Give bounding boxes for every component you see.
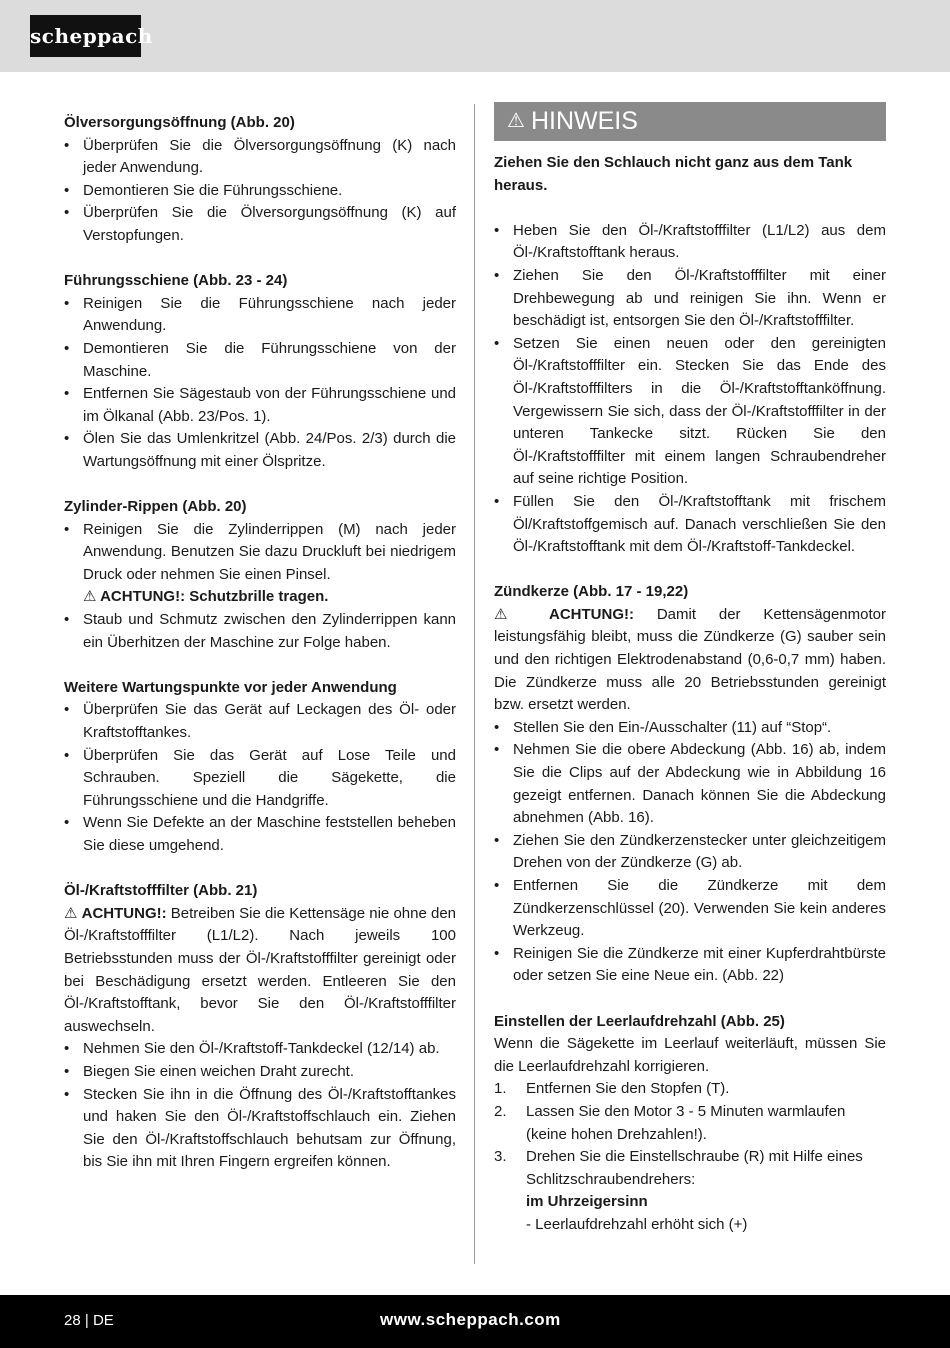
list-item: • Reinigen Sie die Führungsschiene nach jeder Anwendung. — [64, 293, 456, 338]
warning-label: ACHTUNG!: — [81, 904, 167, 922]
step-text: Entfernen Sie den Stopfen (T). — [526, 1080, 730, 1098]
page-language: DE — [92, 1312, 114, 1329]
page-info — [64, 1311, 114, 1331]
idle-speed-intro: Wenn die Sägekette im Leerlauf weiterläuft, müssen Sie die Leerlaufdrehzahl korrigieren. — [494, 1035, 886, 1075]
warning-label: ACHTUNG!: — [549, 605, 634, 623]
section-title-guide-bar: Führungsschiene (Abb. 23 - 24) — [64, 272, 288, 290]
step-number: 3. — [494, 1148, 507, 1166]
section-title-further-maintenance: Weitere Wartungspunkte vor jeder Anwendung — [64, 678, 397, 696]
step-item — [494, 1101, 886, 1146]
warning-text: Damit der Kettensägenmotor leistungsfähig bleibt, muss die Zündkerze (G) sauber sein und den richtigen Elektrodenabstand (0,6-0,7 mm) haben. Die Zündkerze muss alle 20 Betriebsstunden gereinigt bzw. ersetzt werden. — [494, 605, 886, 714]
section-title-fuel-filter: Öl-/Kraftstofffilter (Abb. 21) — [64, 882, 258, 900]
left-column — [64, 112, 456, 1174]
list-item: • Wenn Sie Defekte an der Maschine feststellen beheben Sie diese umgehend. — [64, 812, 456, 857]
list-item: • Ziehen Sie den Zündkerzenstecker unter gleichzeitigem Drehen von der Zündkerze (G) ab. — [494, 830, 886, 875]
oil-opening-list — [64, 135, 456, 248]
list-item: • Überprüfen Sie die Ölversorgungsöffnung (K) auf Verstopfungen. — [64, 202, 456, 247]
filter-steps-list — [494, 220, 886, 559]
step-number: 2. — [494, 1102, 507, 1120]
list-item: • Demontieren Sie die Führungsschiene von der Maschine. — [64, 338, 456, 383]
section-title-oil-opening: Ölversorgungsöffnung (Abb. 20) — [64, 114, 295, 131]
list-item: • Überprüfen Sie die Ölversorgungsöffnung (K) nach jeder Anwendung. — [64, 135, 456, 180]
list-item: • Entfernen Sie die Zündkerze mit dem Zündkerzenschlüssel (20). Verwenden Sie kein anderes Werkzeug. — [494, 875, 886, 943]
warning-icon: ⚠ — [83, 588, 97, 606]
step-item — [494, 1078, 886, 1101]
step-result: - Leerlaufdrehzahl erhöht sich (+) — [526, 1215, 748, 1233]
safety-warning — [83, 586, 456, 609]
column-divider — [474, 104, 475, 1264]
spark-plug-list — [494, 717, 886, 988]
step-number: 1. — [494, 1080, 507, 1098]
notice-box — [494, 102, 886, 141]
list-item: • Entfernen Sie Sägestaub von der Führungsschiene und im Ölkanal (Abb. 23/Pos. 1). — [64, 383, 456, 428]
warning-text: ACHTUNG!: Schutzbrille tragen. — [100, 588, 329, 606]
list-item: • Stellen Sie den Ein-/Ausschalter (11) auf “Stop“. — [494, 717, 886, 740]
list-item: • Überprüfen Sie das Gerät auf Leckagen des Öl- oder Kraftstofftankes. — [64, 699, 456, 744]
spark-plug-warning — [494, 604, 886, 717]
notice-text: Ziehen Sie den Schlauch nicht ganz aus dem Tank heraus. — [494, 154, 853, 194]
step-text: Drehen Sie die Einstellschraube (R) mit Hilfe eines Schlitzschraubendrehers: — [526, 1148, 863, 1188]
right-column — [494, 102, 886, 1237]
list-item: • Ziehen Sie den Öl-/Kraftstofffilter mit einer Drehbewegung ab und reinigen Sie ihn. Wenn er beschädigt ist, entsorgen Sie den Öl-/Kraftstofffilter. — [494, 265, 886, 333]
fuel-filter-list — [64, 1038, 456, 1174]
list-item: • Reinigen Sie die Zündkerze mit einer Kupferdrahtbürste oder setzen Sie eine Neue ein. (Abb. 22) — [494, 943, 886, 988]
page-separator: | — [84, 1312, 89, 1329]
warning-icon: ⚠ — [64, 904, 78, 922]
warning-icon: ⚠ — [494, 605, 527, 623]
section-title-spark-plug: Zündkerze (Abb. 17 - 19,22) — [494, 583, 689, 601]
page-number: 28 — [64, 1312, 81, 1329]
list-item: • Füllen Sie den Öl-/Kraftstofftank mit frischem Öl/Kraftstoffgemisch auf. Danach verschließen Sie den Öl-/Kraftstofftank mit dem Öl-/Kraftstoff-Tankdeckel. — [494, 491, 886, 559]
list-item: • Nehmen Sie die obere Abdeckung (Abb. 16) ab, indem Sie die Clips auf der Abdeckung wie in Abbildung 16 gezeigt entfernen. Danach können Sie die Abdeckung abnehmen (Abb. 16). — [494, 739, 886, 829]
list-item-text: Reinigen Sie die Zylinderrippen (M) nach jeder Anwendung. Benutzen Sie dazu Druckluft bei niedrigem Druck oder nehmen Sie einen Pinsel. — [83, 520, 456, 583]
idle-speed-steps — [494, 1078, 886, 1236]
step-text: Lassen Sie den Motor 3 - 5 Minuten warmlaufen (keine hohen Drehzahlen!). — [526, 1102, 846, 1143]
page-footer — [0, 1295, 950, 1348]
list-item: • Nehmen Sie den Öl-/Kraftstoff-Tankdeckel (12/14) ab. — [64, 1038, 456, 1061]
website-link[interactable]: www.scheppach.com — [380, 1310, 561, 1329]
section-title-cylinder-fins: Zylinder-Rippen (Abb. 20) — [64, 498, 247, 516]
guide-bar-list — [64, 293, 456, 474]
section-title-idle-speed: Einstellen der Leerlaufdrehzahl (Abb. 25) — [494, 1012, 785, 1030]
warning-icon: ⚠ — [507, 110, 525, 132]
warning-text: Betreiben Sie die Kettensäge nie ohne den Öl-/Kraftstofffilter (L1/L2). Nach jeweils 100 Betriebsstunden muss der Öl-/Kraftstofffilter gereinigt oder bei Beschädigung ersetzt werden. Entleeren Sie den Öl-/Kraftstofftank, bevor Sie den Öl-/Kraftstofffilter auswechseln. — [64, 904, 457, 1035]
list-item — [64, 519, 456, 609]
list-item: • Biegen Sie einen weichen Draht zurecht. — [64, 1061, 456, 1084]
list-item: • Demontieren Sie die Führungsschiene. — [64, 180, 456, 203]
step-direction: im Uhrzeigersinn — [526, 1193, 648, 1211]
further-maintenance-list — [64, 699, 456, 857]
page-header — [0, 0, 950, 72]
cylinder-fins-list — [64, 519, 456, 655]
list-item: • Überprüfen Sie das Gerät auf Lose Teile und Schrauben. Speziell die Sägekette, die Führungsschiene und die Handgriffe. — [64, 745, 456, 813]
list-item: • Ölen Sie das Umlenkritzel (Abb. 24/Pos. 2/3) durch die Wartungsöffnung mit einer Ölspritze. — [64, 428, 456, 473]
list-item: • Heben Sie den Öl-/Kraftstofffilter (L1/L2) aus dem Öl-/Kraftstofftank heraus. — [494, 220, 886, 265]
step-item — [494, 1146, 886, 1236]
list-item: • Stecken Sie ihn in die Öffnung des Öl-/Kraftstofftankes und haken Sie den Öl-/Kraftstoffschlauch ein. Ziehen Sie den Öl-/Kraftstoffschlauch behutsam zur Öffnung, bis Sie ihn mit Ihren Fingern ergreifen können. — [64, 1084, 456, 1174]
notice-label: HINWEIS — [530, 107, 638, 135]
fuel-filter-warning — [64, 903, 456, 1039]
scheppach-logo: scheppach — [30, 15, 141, 57]
list-item: • Staub und Schmutz zwischen den Zylinderrippen kann ein Überhitzen der Maschine zur Folge haben. — [64, 609, 456, 654]
list-item: • Setzen Sie einen neuen oder den gereinigten Öl-/Kraftstofffilter ein. Stecken Sie das Ende des Öl-/Kraftstofffilters in die Öl-/Kraftstofftanköffnung. Vergewissern Sie sich, dass der Öl-/Kraftstofffilter in der unteren Tankecke sitzt. Rücken Sie den Öl-/Kraftstofffilter mit einem langen Schraubendreher auf seine richtige Position. — [494, 333, 886, 491]
